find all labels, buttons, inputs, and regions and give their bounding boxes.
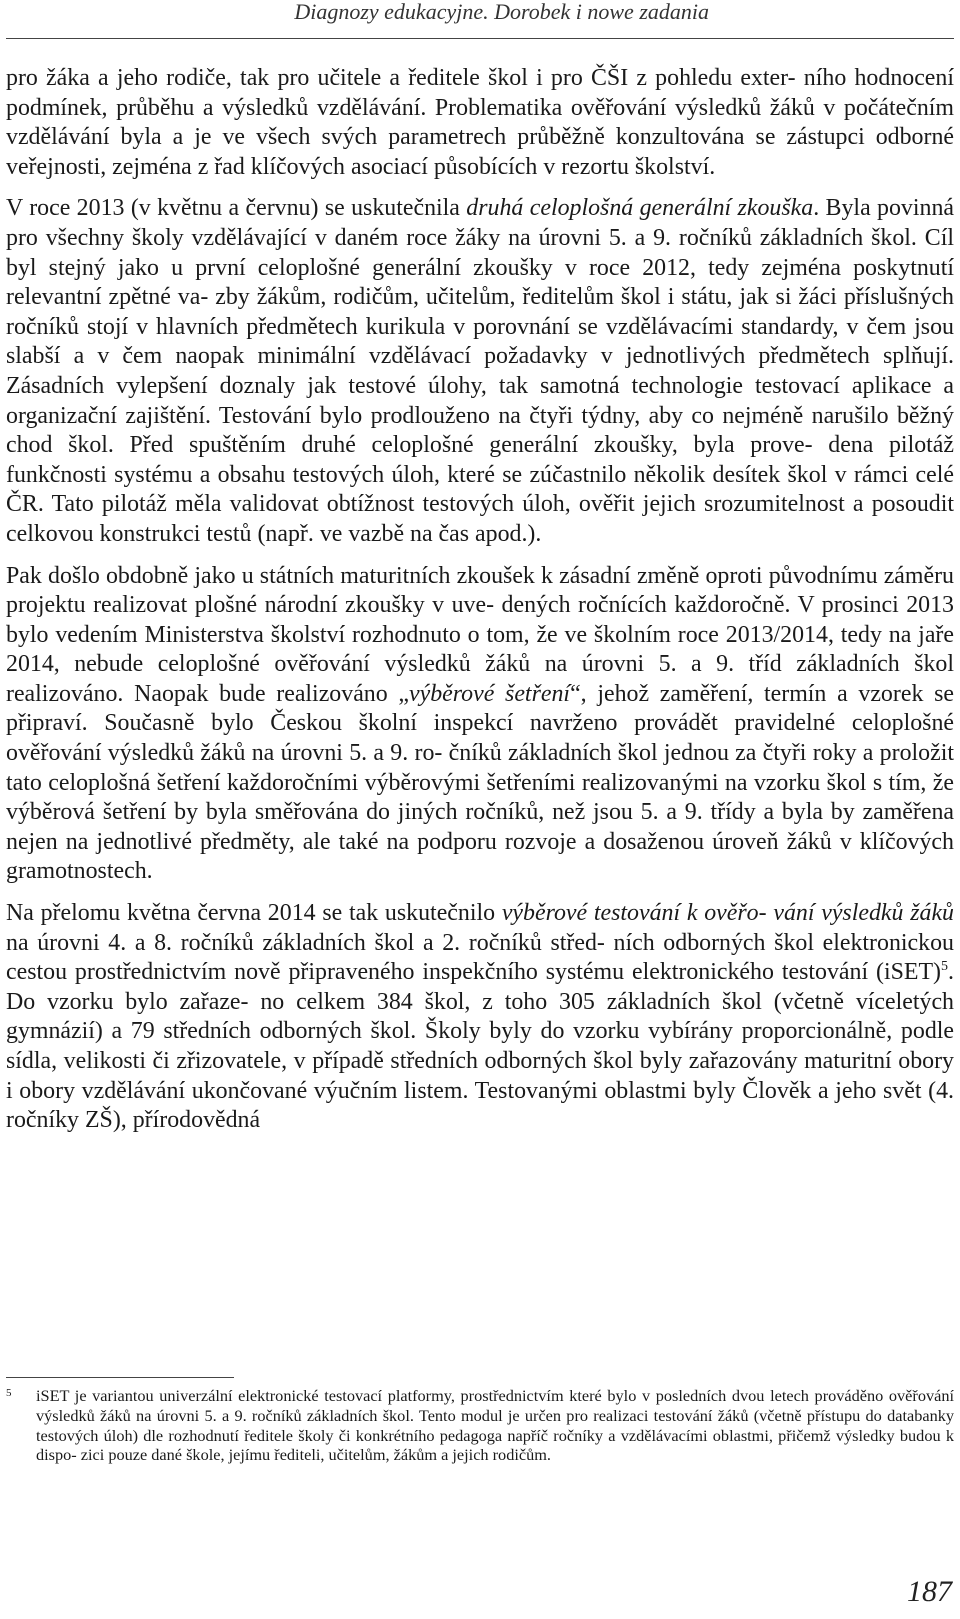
paragraph-3-text-a: Pak došlo obdobně jako u státních maturitních zkoušek k zásadní změně oproti původnímu záměru projektu realizovat plošné národní zkoušky v uve- dených ročnících každoročně. V prosinci 2013 bylo vedením Ministerstva školství rozhodnuto o tom, že ve školním roce 2013/2014, tedy na jaře 2014, nebude celoplošné ověřování výsledků žáků na úrovni 5. a 9. tříd základních škol realizováno. Naopak bude realizováno „ [6,562,954,707]
paragraph-3 [6,562,954,888]
footnote-divider [6,1377,234,1378]
paragraph-2 [6,194,954,549]
paragraph-1-text: pro žáka a jeho rodiče, tak pro učitele a ředitele škol i pro ČŠI z pohledu exter- ního hodnocení podmínek, průběhu a výsledků vzdělávání. Problematika ověřování výsledků žáků v počátečním vzdělávání byla a je ve všech svých parametrech průběžně konzultována se zástupci odborné veřejnosti, zejména z řad klíčových asociací působících v rezortu školství. [6,65,954,180]
body-text [6,64,954,1136]
paragraph-3-text-b: “, jehož zaměření, termín a vzorek se připraví. Současně bylo Českou školní inspekcí navrženo provádět pravidelné celoplošné ověřování výsledků žáků na úrovni 5. a 9. ro- čníků základních škol jednou za čtyři roky a proložit tato celoplošná šetření každoročními výběrovými šetřeními realizovanými na vzorku škol s tím, že výběrová šetření by byla směřována do jiných ročníků, než jsou 5. a 9. třídy a byla by zaměřena nejen na jednotlivé předměty, ale také na podporu rozvoje a dosaženou úroveň žáků v klíčových gramotnostech. [6,680,954,885]
running-header: Diagnozy edukacyjne. Dorobek i nowe zadania [294,0,709,24]
paragraph-4-text-c: . Do vzorku bylo zařaze- no celkem 384 škol, z toho 305 základních škol (včetně víceletých gymnázií) a 79 středních odborných škol. Školy byly do vzorku vybírány proporcionálně, podle sídla, velikosti či zřizovatele, v případě středních odborných škol byly zařazovány maturitní obory i obory vzdělávání ukončované výučním listem. Testovanými oblastmi byly Člověk a jeho svět (4. ročníky ZŠ), přírodovědná [6,959,954,1134]
paragraph-2-text-b: . Byla povinná pro všechny školy vzdělávající v daném roce žáky na úrovni 5. a 9. ročníků základních škol. Cíl byl stejný jako u první celoplošné generální zkoušky v roce 2012, tedy zejména poskytnutí relevantní zpětné va- zby žákům, rodičům, učitelům, ředitelům škol i státu, jak si žáci příslušných ročníků stojí v hlavních předmětech kurikula v porovnání se vzdělávacími standardy, v čem jsou slabší a v čem naopak minimální vzdělávací požadavky v jednotlivých předmětech splňují. Zásadních vylepšení doznaly jak testové úlohy, tak samotná technologie testovací aplikace a organizační zajištění. Testování bylo prodlouženo na čtyři týdny, aby co nejméně narušilo běžný chod škol. Před spuštěním druhé celoplošné generální zkoušky, byla prove- dena pilotáž funkčnosti systému a obsahu testových úloh, které se zúčastnilo několik desítek škol v rámci celé ČR. Tato pilotáž měla validovat obtížnost testových úloh, ověřit jejich srozumitelnost a posoudit celkovou konstrukci testů (např. ve vazbě na čas apod.). [6,195,955,547]
footnote [6,1386,954,1465]
footnote-reference[interactable]: 5 [941,959,949,975]
paragraph-4 [6,899,954,1136]
header-divider [6,38,954,39]
paragraph-2-emphasis: druhá celoplošná generální zkouška [466,195,814,222]
page-number: 187 [907,1575,952,1608]
paragraph-2-text-a: V roce 2013 (v květnu a červnu) se uskutečnila [6,195,467,222]
paragraph-4-text-a: Na přelomu května června 2014 se tak uskutečnilo [6,900,502,927]
paragraph-4-emphasis: výběrové testování k ověřo- vání výsledků žáků [501,900,954,927]
paragraph-1 [6,64,954,182]
footnote-text: iSET je variantou univerzální elektronické testovací platformy, prostřednictvím které bylo v posledních dvou letech prováděno ověřování výsledků žáků na úrovni 5. a 9. ročníků základních škol. Tento modul je určen pro realizaci testování žáků (včetně přístupu do databanky testových úloh) dle rozhodnutí ředitele školy či konkrétního pedagoga napříč ročníky a vzdělávacími oblastmi, přičemž výsledky budou k dispo- zici pouze dané škole, jejímu řediteli, učitelům, žákům a jejich rodičům. [36,1386,954,1465]
paragraph-3-emphasis: výběrové šetření [409,680,571,707]
footnote-mark: 5 [6,1387,12,1399]
paragraph-4-text-b: na úrovni 4. a 8. ročníků základních škol a 2. ročníků střed- ních odborných škol elektronickou cestou prostřednictvím nově připraveného inspekčního systému elektronického testování (iSET) [6,929,954,986]
